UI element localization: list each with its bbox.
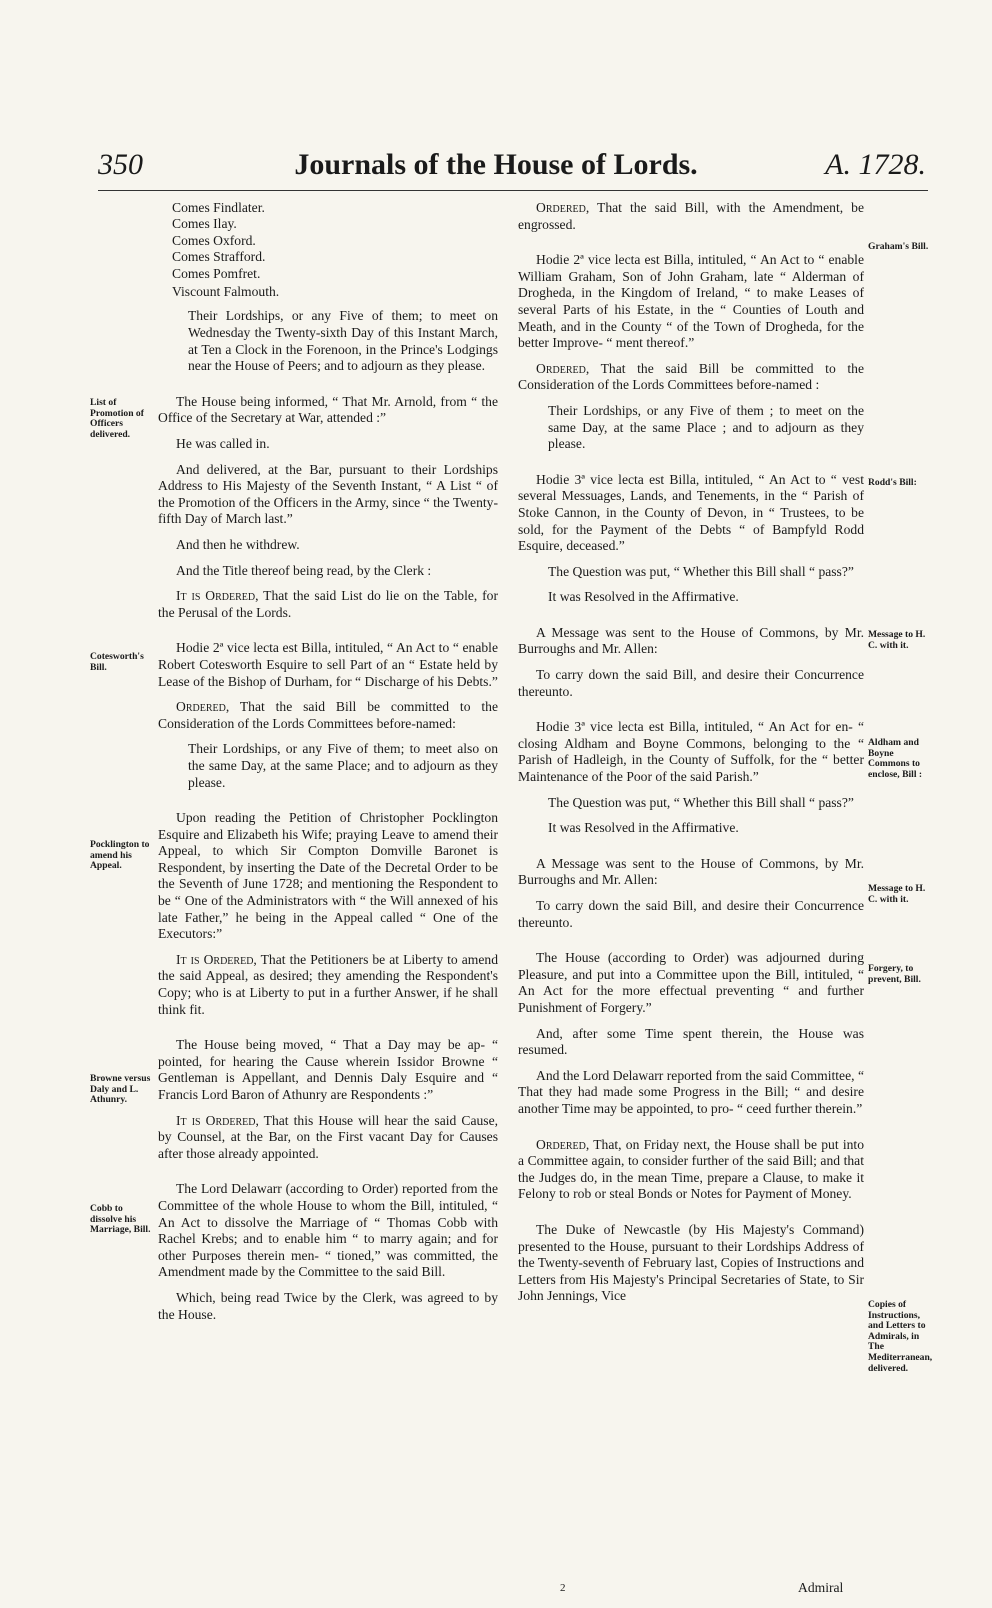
year-heading: A. 1728. bbox=[825, 148, 926, 181]
margin-note-graham: Graham's Bill. bbox=[868, 241, 929, 252]
catchword: Admiral bbox=[798, 1580, 844, 1595]
paragraph: The Lord Delawarr (according to Order) reported from the Committee of the whole House to whom the Bill, intituled, “ An Act to dissolve the Marriage of “ Thomas Cobb with Rachel Krebs; and to enable him “ to marry again; and for other Purposes therein men- “ tioned,” was committed, the Amendment made by the Committee to the said Bill. bbox=[158, 1181, 498, 1280]
paragraph: The Question was put, “ Whether this Bill shall “ pass?” bbox=[548, 794, 854, 810]
paragraph: Which, being read Twice by the Clerk, was agreed to by the House. bbox=[158, 1289, 498, 1322]
committee-names bbox=[172, 200, 498, 300]
paragraph bbox=[158, 952, 498, 1018]
page-number: 350 bbox=[98, 148, 143, 181]
paragraph: The House being informed, “ That Mr. Arnold, from “ the Office of the Secretary at War, attended :” bbox=[158, 393, 498, 426]
paragraph: The House (according to Order) was adjourned during Pleasure, and put into a Committee upon the Bill, intituled, “ An Act for the more effectual preventing “ and further Punishment of Forgery.” bbox=[518, 950, 864, 1015]
paragraph: A Message was sent to the House of Commons, by Mr. Burroughs and Mr. Allen: bbox=[518, 624, 864, 657]
paragraph-text: That the said Bill be committed to the Consideration of the Lords Committees before-named: bbox=[158, 699, 498, 731]
margin-note-browne: Browne versus Daly and L. Athunry. bbox=[90, 1073, 151, 1106]
committee-name: Comes Strafford. bbox=[172, 249, 266, 265]
signature-mark: 2 bbox=[560, 1582, 566, 1594]
paragraph: Hodie 2ª vice lecta est Billa, intituled, “ An Act to “ enable Robert Cotesworth Esquire to sell Part of an “ Estate held by Lease of the Bishop of Durham, for “ Discharge of his Debts.” bbox=[158, 640, 498, 689]
ordered-lead: It is Ordered, bbox=[176, 1112, 259, 1128]
paragraph: And then he withdrew. bbox=[176, 536, 300, 552]
paragraph: The Question was put, “ Whether this Bill shall “ pass?” bbox=[548, 563, 854, 579]
paragraph-text: That the said Bill be committed to the Consideration of the Lords Committees before-named : bbox=[518, 360, 864, 393]
paragraph: To carry down the said Bill, and desire their Concurrence thereunto. bbox=[518, 667, 864, 699]
right-column bbox=[518, 200, 864, 1314]
paragraph bbox=[518, 361, 864, 394]
paragraph: He was called in. bbox=[176, 436, 270, 451]
paragraph-text: That this House will hear the said Cause, by Counsel, at the Bar, on the First vacant Day for Causes after those already appointed. bbox=[158, 1112, 498, 1161]
margin-note-message-2: Message to H. C. with it. bbox=[868, 883, 926, 905]
paragraph: Hodie 3ª vice lecta est Billa, intituled, “ An Act to “ vest several Messuages, Lands, and Tenements, in the “ Parish of Stoke Cannon, in the County of Devon, in “ Trustees, to be sold, for the Payment of the Debts “ of Bampfyld Rodd Esquire, deceased.” bbox=[518, 471, 864, 554]
committee-name: Comes Findlater. bbox=[172, 200, 265, 215]
paragraph: Hodie 2ª vice lecta est Billa, intituled, “ An Act to “ enable William Graham, Son of John Graham, late “ Alderman of Drogheda, in the Kingdom of Ireland, “ to make Leases of several Parts of his Estate, in the “ Counties of Louth and Meath, and in the County “ of the Town of Drogheda, for the better Improve- “ ment thereof.” bbox=[518, 252, 864, 351]
paragraph: Upon reading the Petition of Christopher Pocklington Esquire and Elizabeth his Wife; praying Leave to amend their Appeal, to which Sir Compton Domville Baronet is Respondent, by inserting the Date of the Decretal Order to be the Seventh of June 1728; and mentioning the Respondent to be “ One of the Administrators with “ the Will annexed of his late Father,” he being in the Appeal called “ One of the Executors:” bbox=[158, 810, 498, 942]
paragraph: Their Lordships, or any Five of them; to meet on Wednesday the Twenty-sixth Day of this Instant March, at Ten a Clock in the Forenoon, in the Prince's Lodgings near the House of Peers; and to adjourn as they please. bbox=[188, 308, 498, 374]
paragraph-text: That, on Friday next, the House shall be put into a Committee again, to consider further of the said Bill; and that the Judges do, in the mean Time, prepare a Clause, to make it Felony to rob or steal Bonds or Notes for Payment of Money. bbox=[518, 1136, 864, 1202]
ordered-lead: It is Ordered, bbox=[176, 951, 257, 967]
paragraph: A Message was sent to the House of Commons, by Mr. Burroughs and Mr. Allen: bbox=[518, 855, 864, 888]
margin-note-aldham: Aldham and Boyne Commons to enclose, Bill : bbox=[868, 737, 923, 780]
ordered-lead: Ordered, bbox=[536, 200, 590, 215]
margin-note-rodd: Rodd's Bill: bbox=[868, 477, 917, 488]
paragraph: And the Title thereof being read, by the Clerk : bbox=[176, 562, 432, 578]
ordered-lead: Ordered, bbox=[176, 699, 230, 715]
page-header bbox=[0, 148, 992, 188]
paragraph: And, after some Time spent therein, the House was resumed. bbox=[518, 1025, 864, 1058]
margin-note-pocklington: Pocklington to amend his Appeal. bbox=[90, 839, 150, 872]
paragraph: And delivered, at the Bar, pursuant to their Lordships Address to His Majesty of the Seventh Instant, “ A List “ of the Promotion of the Officers in the Army, since “ the Twenty-fifth Day of March last.” bbox=[158, 461, 498, 527]
margin-note-cotesworth: Cotesworth's Bill. bbox=[90, 651, 144, 673]
paragraph: The House being moved, “ That a Day may be ap- “ pointed, for hearing the Cause wherein Issidor Browne “ Gentleman is Appellant, and Dennis Daly Esquire and “ Francis Lord Baron of Athunry are Respondents :” bbox=[158, 1037, 498, 1102]
paragraph: Their Lordships, or any Five of them; to meet also on the same Day, at the same Place; and to adjourn as they please. bbox=[188, 741, 498, 790]
paragraph bbox=[518, 200, 864, 233]
left-column bbox=[158, 200, 498, 1332]
journal-title: Journals of the House of Lords. bbox=[294, 148, 698, 181]
paragraph-text: That the said List do lie on the Table, for the Perusal of the Lords. bbox=[158, 588, 499, 620]
paragraph-text: That the said Bill, with the Amendment, be engrossed. bbox=[518, 200, 864, 232]
paragraph bbox=[158, 1113, 498, 1163]
paragraph: The Duke of Newcastle (by His Majesty's Command) presented to the House, pursuant to their Lordships Address of the Twenty-seventh of February last, Copies of Instructions and Letters from His Majesty's Principal Secretaries of State, to Sir John Jennings, Vice bbox=[518, 1221, 864, 1304]
ordered-lead: Ordered, bbox=[536, 1136, 590, 1152]
paragraph bbox=[158, 588, 498, 621]
paragraph: It was Resolved in the Affirmative. bbox=[548, 589, 739, 605]
margin-note-forgery: Forgery, to prevent, Bill. bbox=[868, 963, 921, 985]
header-rule bbox=[98, 190, 928, 191]
margin-note-copies: Copies of Instructions, and Letters to Admirals, in The Mediterranean, delivered. bbox=[868, 1299, 933, 1374]
paragraph: To carry down the said Bill, and desire their Concurrence thereunto. bbox=[518, 898, 864, 930]
paragraph: Hodie 3ª vice lecta est Billa, intituled, “ An Act for en- “ closing Aldham and Boyne Commons, belonging to the “ Parish of Hadleigh, in the County of Suffolk, for the “ better Maintenance of the Poor of the said Parish.” bbox=[518, 719, 864, 785]
paragraph bbox=[518, 1137, 864, 1203]
committee-name: Viscount Falmouth. bbox=[172, 284, 280, 300]
paragraph: It was Resolved in the Affirmative. bbox=[548, 820, 739, 836]
paragraph: And the Lord Delawarr reported from the said Committee, “ That they had made some Progress in the Bill; “ and desire another Time may be appointed, to pro- “ ceed further therein.” bbox=[518, 1067, 864, 1116]
ordered-lead: It is Ordered, bbox=[176, 588, 259, 604]
margin-note-cobb: Cobb to dissolve his Marriage, Bill. bbox=[90, 1203, 151, 1236]
committee-name: Comes Oxford. bbox=[172, 232, 256, 248]
paragraph-text: That the Petitioners be at Liberty to amend the said Appeal, as desired; they amending the Respondent's Copy; who is at Liberty to put in a further Answer, if he shall think fit. bbox=[158, 951, 498, 1017]
committee-name: Comes Pomfret. bbox=[172, 265, 261, 281]
margin-note-message-1: Message to H. C. with it. bbox=[868, 629, 926, 651]
paragraph: Their Lordships, or any Five of them ; to meet on the same Day, at the same Place ; and to adjourn as they please. bbox=[548, 402, 864, 452]
margin-note-list: List of Promotion of Officers delivered. bbox=[90, 397, 144, 440]
ordered-lead: Ordered, bbox=[536, 360, 590, 376]
paragraph bbox=[158, 699, 498, 732]
committee-name: Comes Ilay. bbox=[172, 216, 237, 232]
